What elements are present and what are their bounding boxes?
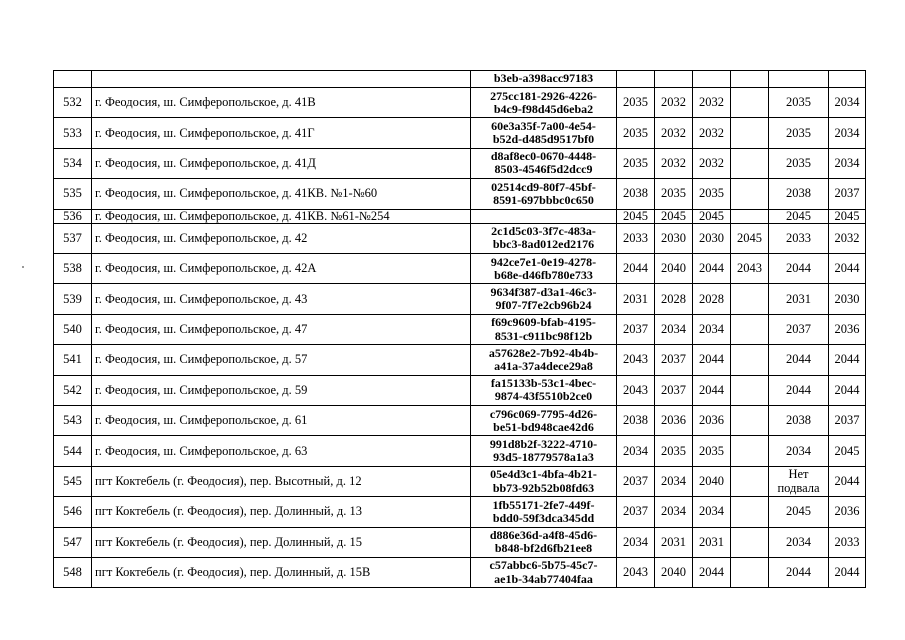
table-row [54,497,866,527]
cell-year-c5: 2033 [769,223,829,253]
cell-year-c1: 2037 [617,497,655,527]
table-row-continued [54,71,866,88]
cell-year-c1: 2043 [617,375,655,405]
id-line-1: 275cc181-2926-4226- [490,88,597,103]
cell-row-number: 542 [54,375,92,405]
cell-address: пгт Коктебель (г. Феодосия), пер. Долинный, д. 15В [92,557,471,587]
cell-year-c3: 2035 [693,179,731,209]
cell-address: г. Феодосия, ш. Симферопольское, д. 41В [92,88,471,118]
cell-year-c1: 2034 [617,527,655,557]
cell-id [471,497,617,527]
table-row [54,223,866,253]
id-line-2: 8591-697bbbc0c650 [493,192,594,207]
table-row [54,375,866,405]
cell-row-number: 534 [54,148,92,178]
cell-row-number: 543 [54,406,92,436]
cell-year-c6: 2034 [829,118,866,148]
cell-id [471,223,617,253]
cell-year-c5: 2037 [769,314,829,344]
id-line-1: a57628e2-7b92-4b4b- [488,345,599,360]
id-line-2: 9f07-7f7e2cb96b24 [495,298,592,313]
cell-year-c4 [731,314,769,344]
cell-year-c3: 2044 [693,557,731,587]
cell-year-c4 [731,209,769,223]
id-line-1: fa15133b-53c1-4bec- [490,376,597,391]
cell-id [471,284,617,314]
cell-row-number: 532 [54,88,92,118]
cell-id [471,345,617,375]
cell-year-c5: Нет подвала [769,466,829,496]
cell-year-c6: 2036 [829,497,866,527]
cell-year-c4 [731,284,769,314]
cell-id [471,314,617,344]
cell-id [471,179,617,209]
cell-year-c6: 2036 [829,314,866,344]
cell-address: г. Феодосия, ш. Симферопольское, д. 57 [92,345,471,375]
table-row [54,345,866,375]
id-line-2: 8503-4546f5d2dcc9 [494,162,593,177]
building-registry-table [53,70,866,588]
cell-year-c1: 2044 [617,254,655,284]
cell-id [471,466,617,496]
cell-id [471,557,617,587]
id-line-2: ae1b-34ab77404faa [494,571,593,586]
cell-row-number: 541 [54,345,92,375]
cell-year-c6: 2033 [829,527,866,557]
cell-year-c4 [731,375,769,405]
cell-id: b3eb-a398acc97183 [471,71,617,88]
cell-year [693,71,731,88]
cell-year-c1: 2034 [617,436,655,466]
cell-year-c4 [731,557,769,587]
cell-year [829,71,866,88]
id-line-1: c57abbc6-5b75-45c7- [489,558,598,573]
cell-year-c5: 2035 [769,148,829,178]
cell-address [92,71,471,88]
cell-year-c3: 2030 [693,223,731,253]
cell-year-c1: 2043 [617,345,655,375]
id-line-2: be51-bd948cae42d6 [493,419,594,434]
id-line-2: bbc3-8ad012ed2176 [492,237,595,252]
cell-year-c4 [731,497,769,527]
cell-address: пгт Коктебель (г. Феодосия), пер. Высотный, д. 12 [92,466,471,496]
cell-year-c4 [731,179,769,209]
cell-year-c5: 2035 [769,118,829,148]
id-line-2: b68e-d46fb780e733 [494,267,593,282]
cell-row-number: 540 [54,314,92,344]
cell-year-c4 [731,466,769,496]
cell-num [54,71,92,88]
id-line-2: bb73-92b52b08fd63 [492,480,595,495]
table-row [54,466,866,496]
cell-row-number: 544 [54,436,92,466]
id-line-1: 2c1d5c03-3f7c-483a- [491,224,596,239]
cell-year-c4: 2043 [731,254,769,284]
table-row [54,254,866,284]
cell-id [471,436,617,466]
cell-year-c5: 2044 [769,557,829,587]
cell-year-c4 [731,406,769,436]
cell-year-c3: 2045 [693,209,731,223]
cell-year-c1: 2037 [617,314,655,344]
cell-year-c2: 2035 [655,436,693,466]
id-line-2: b52d-d485d9517bf0 [492,132,595,147]
cell-row-number: 538 [54,254,92,284]
cell-id [471,209,617,223]
cell-year-c3: 2040 [693,466,731,496]
id-line-1: c796c069-7795-4d26- [489,406,598,421]
id-line-1: 942ce7e1-0e19-4278- [490,254,597,269]
cell-address: г. Феодосия, ш. Симферопольское, д. 41Д [92,148,471,178]
id-line-1: 1fb55171-2fe7-449f- [492,497,595,512]
cell-year-c5: 2045 [769,497,829,527]
cell-year-c2: 2040 [655,254,693,284]
cell-row-number: 548 [54,557,92,587]
cell-address: г. Феодосия, ш. Симферопольское, д. 59 [92,375,471,405]
cell-year-c1: 2035 [617,148,655,178]
cell-address: г. Феодосия, ш. Симферопольское, д. 42А [92,254,471,284]
table-row [54,148,866,178]
cell-address: г. Феодосия, ш. Симферопольское, д. 43 [92,284,471,314]
table-row [54,314,866,344]
cell-year-c1: 2038 [617,406,655,436]
cell-id [471,254,617,284]
cell-year-c5: 2035 [769,88,829,118]
id-line-1: d886e36d-a4f8-45d6- [489,528,598,543]
cell-year-c6: 2044 [829,375,866,405]
cell-year-c6: 2044 [829,345,866,375]
cell-year-c2: 2035 [655,179,693,209]
cell-year-c1: 2031 [617,284,655,314]
cell-year-c3: 2031 [693,527,731,557]
cell-year-c1: 2045 [617,209,655,223]
cell-year-c2: 2037 [655,345,693,375]
cell-address: г. Феодосия, ш. Симферопольское, д. 61 [92,406,471,436]
cell-year-c2: 2036 [655,406,693,436]
cell-row-number: 547 [54,527,92,557]
id-line-2: 9874-43f5510b2ce0 [494,389,593,404]
cell-id [471,527,617,557]
cell-year-c2: 2028 [655,284,693,314]
table-row [54,284,866,314]
cell-year-c1: 2033 [617,223,655,253]
cell-year-c1: 2043 [617,557,655,587]
cell-year-c4 [731,88,769,118]
cell-address: г. Феодосия, ш. Симферопольское, д. 41КВ. №1-№60 [92,179,471,209]
cell-year [731,71,769,88]
cell-year-c6: 2044 [829,254,866,284]
cell-id [471,88,617,118]
cell-year-c6: 2045 [829,436,866,466]
id-line-2: 8531-c911bc98f12b [494,328,593,343]
cell-address: г. Феодосия, ш. Симферопольское, д. 41КВ. №61-№254 [92,209,471,223]
id-line-1: 02514cd9-80f7-45bf- [491,179,596,194]
cell-year-c3: 2028 [693,284,731,314]
id-line-1: 05e4d3c1-4bfa-4b21- [490,467,597,482]
cell-row-number: 546 [54,497,92,527]
cell-year-c5: 2044 [769,254,829,284]
id-line-1: d8af8ec0-0670-4448- [490,149,597,164]
cell-year-c6: 2044 [829,466,866,496]
id-line-1: 60e3a35f-7a00-4e54- [491,118,596,133]
cell-row-number: 537 [54,223,92,253]
cell-address: пгт Коктебель (г. Феодосия), пер. Долинный, д. 13 [92,497,471,527]
table-row [54,557,866,587]
cell-year-c6: 2030 [829,284,866,314]
cell-year-c3: 2032 [693,148,731,178]
cell-year-c6: 2034 [829,88,866,118]
cell-year-c2: 2032 [655,148,693,178]
cell-id [471,375,617,405]
cell-year-c3: 2032 [693,88,731,118]
cell-year-c3: 2044 [693,345,731,375]
cell-year-c2: 2045 [655,209,693,223]
table-row [54,88,866,118]
cell-year-c4: 2045 [731,223,769,253]
cell-row-number: 533 [54,118,92,148]
cell-year [769,71,829,88]
id-line-2: 93d5-18779578a1a3 [493,450,594,465]
cell-year-c6: 2037 [829,406,866,436]
cell-year-c1: 2038 [617,179,655,209]
margin-speck [22,266,24,268]
id-line-2: b4c9-f98d45d6eba2 [493,101,594,116]
cell-year-c3: 2036 [693,406,731,436]
cell-year-c6: 2034 [829,148,866,178]
cell-year-c2: 2032 [655,118,693,148]
cell-year-c6: 2045 [829,209,866,223]
cell-year-c2: 2034 [655,497,693,527]
cell-id [471,148,617,178]
cell-year-c5: 2044 [769,375,829,405]
cell-year-c3: 2044 [693,375,731,405]
cell-year [655,71,693,88]
id-line-2: b848-bf2d6fb21ee8 [494,541,593,556]
cell-year-c6: 2037 [829,179,866,209]
cell-year-c4 [731,118,769,148]
cell-year-c4 [731,527,769,557]
id-line-1: f69c9609-bfab-4195- [491,315,596,330]
table-row [54,436,866,466]
cell-address: г. Феодосия, ш. Симферопольское, д. 47 [92,314,471,344]
cell-year-c5: 2034 [769,527,829,557]
cell-year-c3: 2032 [693,118,731,148]
cell-year-c6: 2032 [829,223,866,253]
cell-row-number: 539 [54,284,92,314]
cell-year-c5: 2034 [769,436,829,466]
cell-year-c4 [731,436,769,466]
cell-year-c5: 2038 [769,179,829,209]
cell-address: пгт Коктебель (г. Феодосия), пер. Долинный, д. 15 [92,527,471,557]
cell-year-c1: 2035 [617,88,655,118]
cell-address: г. Феодосия, ш. Симферопольское, д. 41Г [92,118,471,148]
id-line-2: bdd0-59f3dca345dd [492,510,595,525]
cell-year-c4 [731,148,769,178]
cell-row-number: 545 [54,466,92,496]
cell-year-c2: 2032 [655,88,693,118]
cell-year-c3: 2034 [693,497,731,527]
id-line-1: 991d8b2f-3222-4710- [489,436,598,451]
cell-year-c1: 2037 [617,466,655,496]
table-row [54,179,866,209]
cell-address: г. Феодосия, ш. Симферопольское, д. 42 [92,223,471,253]
cell-year-c2: 2034 [655,466,693,496]
cell-address: г. Феодосия, ш. Симферопольское, д. 63 [92,436,471,466]
cell-year-c1: 2035 [617,118,655,148]
table-row [54,118,866,148]
table-body [54,71,866,588]
cell-year [617,71,655,88]
cell-id [471,406,617,436]
cell-year-c2: 2040 [655,557,693,587]
cell-row-number: 535 [54,179,92,209]
cell-year-c2: 2034 [655,314,693,344]
cell-row-number: 536 [54,209,92,223]
cell-year-c4 [731,345,769,375]
cell-year-c2: 2037 [655,375,693,405]
cell-year-c2: 2031 [655,527,693,557]
cell-year-c5: 2031 [769,284,829,314]
id-line-1: 9634f387-d3a1-46c3- [490,284,597,299]
cell-year-c3: 2044 [693,254,731,284]
table-row [54,527,866,557]
cell-year-c2: 2030 [655,223,693,253]
cell-id [471,118,617,148]
cell-year-c3: 2035 [693,436,731,466]
cell-year-c5: 2044 [769,345,829,375]
cell-year-c5: 2045 [769,209,829,223]
cell-year-c5: 2038 [769,406,829,436]
table-row [54,406,866,436]
table-row [54,209,866,223]
cell-year-c3: 2034 [693,314,731,344]
cell-year-c6: 2044 [829,557,866,587]
id-line-2: a41a-37a4dece29a8 [494,358,593,373]
